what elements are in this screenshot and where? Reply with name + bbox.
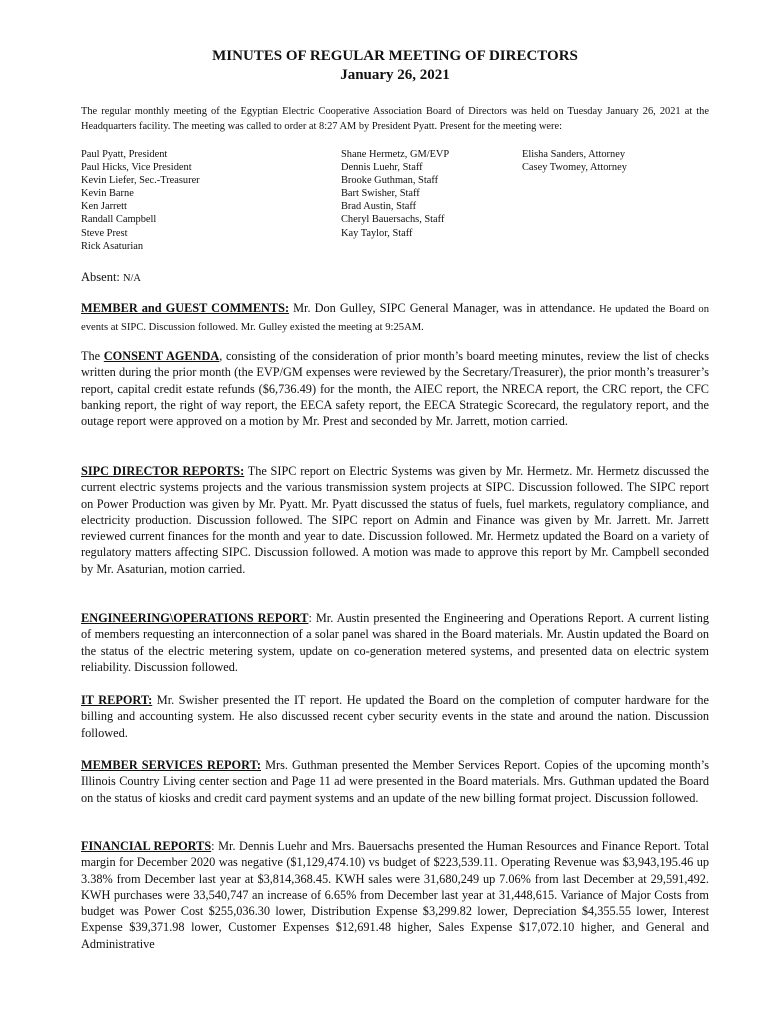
member-services-section <box>81 757 709 806</box>
sipc-reports-section <box>81 463 709 577</box>
attendee-name: Elisha Sanders, Attorney <box>522 149 626 160</box>
attendee-name: Kay Taylor, Staff <box>341 227 413 239</box>
section-text: Mr. Swisher presented the IT report. He updated the Board on the completion of computer hardware for the billing and accounting system. He also discussed recent cyber security events in the state and around the nation. Discussion followed. <box>81 693 709 740</box>
section-heading: CONSENT AGENDA <box>103 349 220 363</box>
document-title: MINUTES OF REGULAR MEETING OF DIRECTORS <box>212 48 578 64</box>
section-text: , consisting of the consideration of prior month’s board meeting minutes, review the list of checks written during the prior month (the EVP/GM expenses were reviewed by the Secretary/Treasurer), the prior month’s treasurer’s report, capital credit estate refunds ($6,736.49) for the month, the AIEC report, the NRECA report, the CRC report, the CFC banking report, the right of way report, the EECA safety report, the EECA Strategic Scorecard, the regulatory report, and the outage report were approved on a motion by Mr. Prest and seconded by Mr. Jarrett, motion carried. <box>81 349 709 429</box>
intro-paragraph: The regular monthly meeting of the Egyptian Electric Cooperative Association Board of Directors was held on Tuesday January 26, 2021 at the Headquarters facility. The meeting was called to order at 8:27 AM by President Pyatt. Present for the meeting were: <box>81 106 709 132</box>
attorneys-list <box>522 148 627 174</box>
attendee-name: Casey Twomey, Attorney <box>522 162 627 174</box>
section-heading: FINANCIAL REPORTS <box>81 839 212 853</box>
absent-label: Absent: <box>81 270 120 284</box>
attendee-name: Paul Pyatt, President <box>81 149 168 160</box>
attendee-name: Rick Asaturian <box>81 240 144 252</box>
attendee-name: Cheryl Bauersachs, Staff <box>341 214 445 226</box>
staff-list <box>341 148 449 240</box>
section-text: The SIPC report on Electric Systems was given by Mr. Hermetz. Mr. Hermetz discussed the current electric systems projects and the various transmission system projects at SIPC. Discussion followed. The SIPC report on Power Production was given by Mr. Pyatt. Mr. Pyatt discussed the status of fuels, fuel markets, regulatory compliance, and electricity production. Discussion followed. The SIPC report on Admin and Finance was given by Mr. Jarrett. Mr. Jarrett reviewed current finances for the month and year to date. Discussion followed. Mr. Hermetz updated the Board on a variety of regulatory matters affecting SIPC. Discussion followed. A motion was made to approve this report by Mr. Campbell seconded by Mr. Asaturian, motion carried. <box>81 464 709 576</box>
attendee-name: Brad Austin, Staff <box>341 201 417 213</box>
directors-list <box>81 148 200 253</box>
attendee-name: Shane Hermetz, GM/EVP <box>341 149 450 160</box>
absent-line <box>81 270 141 285</box>
attendee-name: Dennis Luehr, Staff <box>341 162 423 174</box>
consent-agenda-section <box>81 348 709 429</box>
attendee-name: Steve Prest <box>81 227 128 239</box>
engineering-section <box>81 610 709 675</box>
attendee-name: Kevin Barne <box>81 188 134 200</box>
financial-reports-section <box>81 838 709 952</box>
section-heading: IT REPORT: <box>81 693 153 707</box>
attendee-name: Brooke Guthman, Staff <box>341 175 439 187</box>
section-text-small: He updated the Board on events at SIPC. Discussion followed. Mr. Gulley existed the meeting at 9:25AM. <box>81 304 710 334</box>
section-heading: MEMBER SERVICES REPORT: <box>81 758 261 772</box>
section-prefix: The <box>81 349 104 363</box>
attendee-name: Ken Jarrett <box>81 201 127 213</box>
meeting-date: January 26, 2021 <box>340 67 450 83</box>
section-text: : Mr. Austin presented the Engineering and Operations Report. A current listing of members requesting an interconnection of a solar panel was shared in the Board materials. Mr. Austin updated the Board on the status of the electric metering system, update on co-generation metered systems, and presented data on electric system reliability. Discussion followed. <box>81 611 709 674</box>
attendee-name: Bart Swisher, Staff <box>341 188 420 200</box>
section-heading: ENGINEERING\OPERATIONS REPORT <box>81 611 309 625</box>
it-report-section <box>81 692 709 741</box>
section-heading: SIPC DIRECTOR REPORTS: <box>81 464 245 478</box>
section-text: Mrs. Guthman presented the Member Services Report. Copies of the upcoming month’s Illinois Country Living center section and Page 11 ad were presented in the Board materials. Mrs. Guthman updated the Board on the status of kiosks and credit card payment systems and an update of the new billing format project. Discussion followed. <box>81 758 709 805</box>
attendee-name: Kevin Liefer, Sec.-Treasurer <box>81 175 200 187</box>
section-text: : Mr. Dennis Luehr and Mrs. Bauersachs presented the Human Resources and Finance Report. Total margin for December 2020 was negative ($1,129,474.10) vs budget of $223,539.11. Operating Revenue was $3,943,195.46 up 3.38% from December last year at $3,814,368.45. KWH sales were 31,680,249 up 7.06% from last December at 29,591,492. KWH purchases were 33,540,747 an increase of 6.65% from December last year at 31,448,615. Variance of Major Costs from budget was Power Cost $255,036.30 lower, Distribution Expense $3,299.82 lower, Depreciation $4,355.55 lower, Interest Expense $39,371.98 lower, Customer Expenses $12,691.48 higher, Sales Expense $17,072.10 higher, and General and Administrative <box>81 839 709 951</box>
section-text: Mr. Don Gulley, SIPC General Manager, was in attendance. <box>289 301 596 315</box>
attendee-name: Paul Hicks, Vice President <box>81 162 192 174</box>
attendee-name: Randall Campbell <box>81 214 157 226</box>
member-comments-section <box>81 300 709 337</box>
section-heading: MEMBER and GUEST COMMENTS: <box>81 301 290 315</box>
absent-value: N/A <box>123 273 141 284</box>
